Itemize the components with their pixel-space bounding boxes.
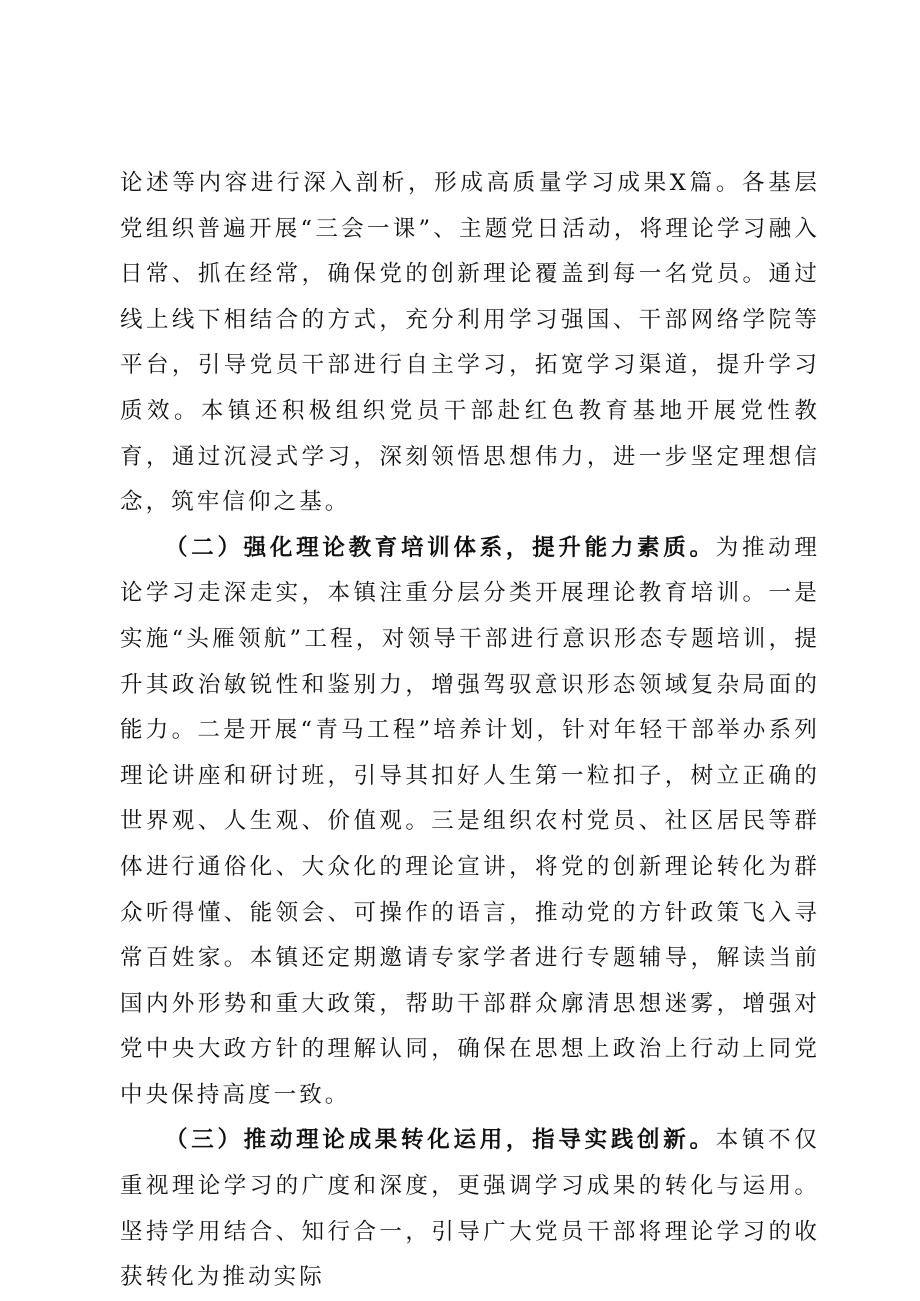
section-3-heading: （三）推动理论成果转化运用，指导实践创新。 bbox=[165, 1127, 716, 1154]
paragraph-1: 论述等内容进行深入剖析，形成高质量学习成果X篇。各基层党组织普遍开展“三会一课”、主题党日活动，将理论学习融入日常、抓在经常，确保党的创新理论覆盖到每一名党员。通过线上线下相结合的方式，充分利用学习强国、干部网络学院等平台，引导党员干部进行自主学习，拓宽学习渠道，提升学习质效。本镇还积极组织党员干部赴红色教育基地开展党性教育，通过沉浸式学习，深刻领悟思想伟力，进一步坚定理想信念，筑牢信仰之基。 bbox=[120, 170, 820, 516]
section-3-paragraph bbox=[120, 1118, 820, 1300]
section-2-paragraph bbox=[120, 526, 820, 1119]
section-3-body: 本镇不仅重视理论学习的广度和深度，更强调学习成果的转化与运用。坚持学用结合、知行合一，引导广大党员干部将理论学习的收获转化为推动实际 bbox=[120, 1127, 820, 1291]
section-2-body: 为推动理论学习走深走实，本镇注重分层分类开展理论教育培训。一是实施“头雁领航”工程，对领导干部进行意识形态专题培训，提升其政治敏锐性和鉴别力，增强驾驭意识形态领域复杂局面的能力。二是开展“青马工程”培养计划，针对年轻干部举办系列理论讲座和研讨班，引导其扣好人生第一粒扣子，树立正确的世界观、人生观、价值观。三是组织农村党员、社区居民等群体进行通俗化、大众化的理论宣讲，将党的创新理论转化为群众听得懂、能领会、可操作的语言，推动党的方针政策飞入寻常百姓家。本镇还定期邀请专家学者进行专题辅导，解读当前国内外形势和重大政策，帮助干部群众廓清思想迷雾，增强对党中央大政方针的理解认同，确保在思想上政治上行动上同党中央保持高度一致。 bbox=[120, 534, 820, 1108]
section-2-heading: （二）强化理论教育培训体系，提升能力素质。 bbox=[165, 534, 716, 561]
document-body bbox=[120, 161, 820, 1301]
